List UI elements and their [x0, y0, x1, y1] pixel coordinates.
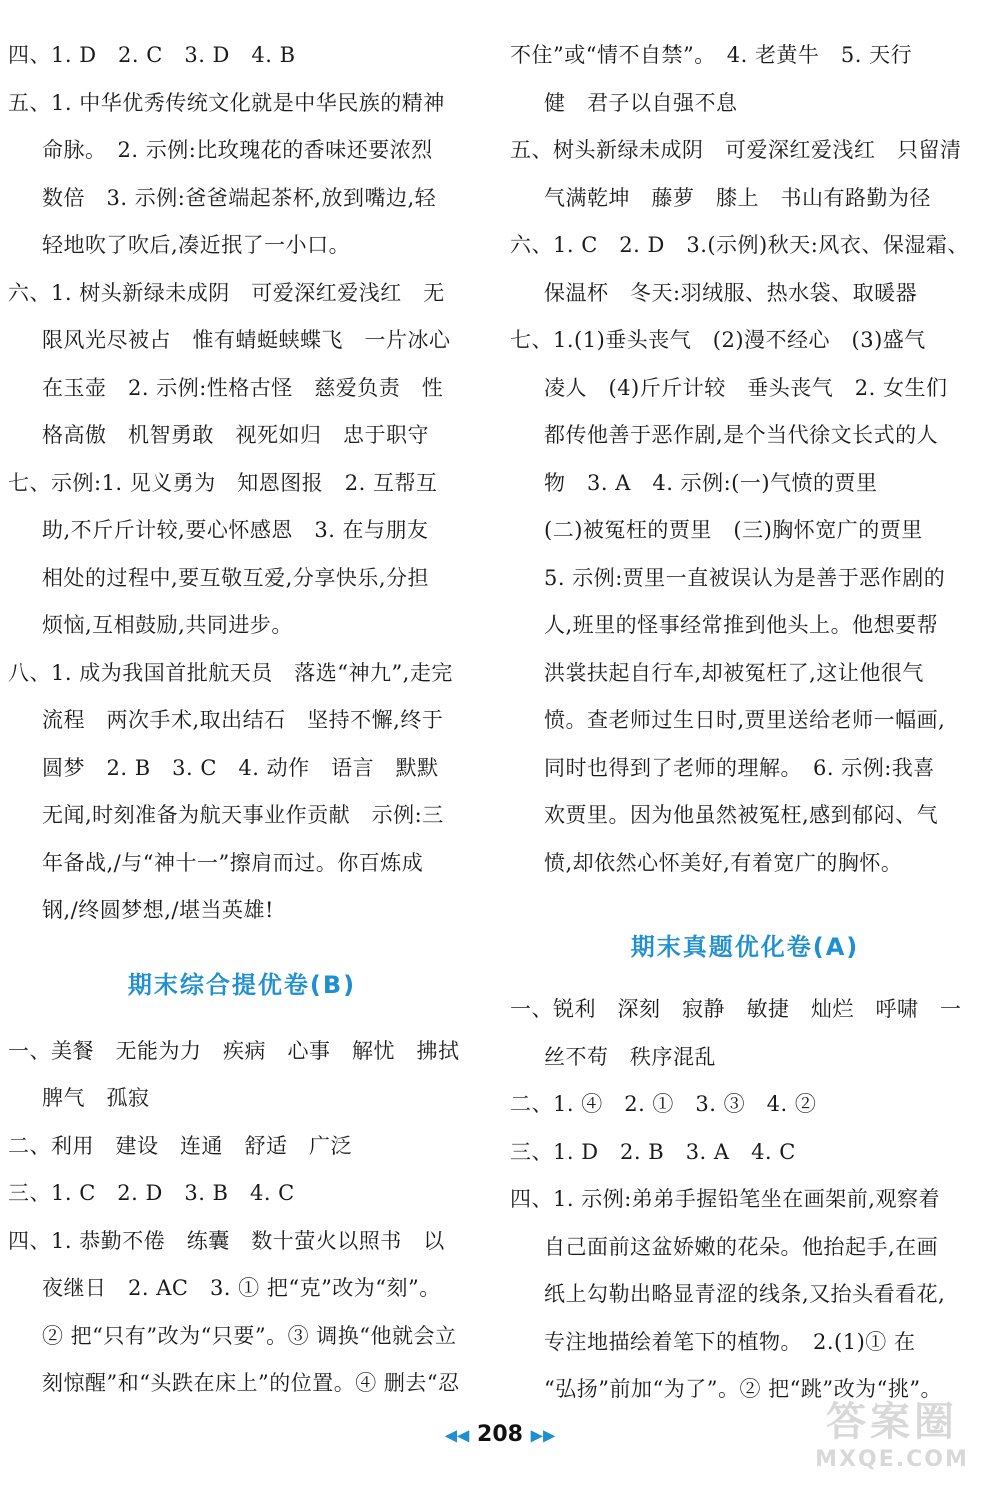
- prev-arrows-icon: ◀◀: [444, 1425, 470, 1445]
- answer-line: 无闻,时刻准备为航天事业作贡献 示例:三: [42, 803, 444, 827]
- left-items-after: [8, 1028, 476, 1408]
- answer-line: 刻惊醒”和“头跌在床上”的位置。④ 删去“忍: [42, 1371, 460, 1395]
- watermark-logo: [802, 1390, 982, 1478]
- answer-line: 二、利用 建设 连通 舒适 广泛: [8, 1133, 352, 1158]
- answer-item: [8, 650, 476, 935]
- answer-line: 夜继日 2. AC 3. ① 把“克”改为“刻”。: [42, 1276, 441, 1300]
- answer-line: 限风光尽被占 惟有蜻蜓蛱蝶飞 一片冰心: [42, 328, 451, 352]
- answer-line: 不住”或“情不自禁”。 4. 老黄牛 5. 天行: [510, 43, 913, 67]
- answer-line: 助,不斤斤计较,要心怀感恩 3. 在与朋友: [42, 518, 429, 542]
- answer-line: 三、1. C 2. D 3. B 4. C: [8, 1181, 295, 1205]
- answer-line: 保温杯 冬天:羽绒服、热水袋、取暖器: [544, 280, 918, 305]
- section-title-b: 期末综合提优卷(B): [127, 970, 357, 999]
- answer-line: 凌人 (4)斤斤计较 垂头丧气 2. 女生们: [544, 375, 948, 400]
- answer-line: 愤,却依然心怀美好,有着宽广的胸怀。: [544, 850, 903, 875]
- answer-item: [8, 1028, 476, 1123]
- answer-line: “弘扬”前加“为了”。② 把“跳”改为“挑”。: [544, 1377, 943, 1401]
- answer-line: 物 3. A 4. 示例:(一)气愤的贾里: [544, 470, 878, 495]
- answer-line: 四、1. 示例:弟弟手握铅笔坐在画架前,观察着: [510, 1187, 940, 1211]
- right-items-before: [510, 32, 980, 887]
- page-number: 208: [477, 1422, 523, 1447]
- answer-line: 气满乾坤 藤萝 膝上 书山有路勤为径: [544, 185, 931, 210]
- answer-line: 七、1.(1)垂头丧气 (2)漫不经心 (3)盛气: [510, 328, 926, 352]
- answer-line: 相处的过程中,要互敬互爱,分享快乐,分担: [42, 565, 430, 590]
- answer-line: 四、1. 恭勤不倦 练囊 数十萤火以照书 以: [8, 1228, 445, 1253]
- answer-line: 格高傲 机智勇敢 视死如归 忠于职守: [42, 423, 429, 447]
- answer-line: 人,班里的怪事经常推到他头上。他想要帮: [544, 613, 939, 637]
- answer-line: 二、1. ④ 2. ① 3. ③ 4. ②: [510, 1092, 817, 1116]
- answer-line: 钢,/终圆梦想,/堪当英雄!: [42, 898, 274, 922]
- answer-line: ② 把“只有”改为“只要”。③ 调换“他就会立: [42, 1323, 457, 1348]
- answer-item: [510, 32, 980, 127]
- answer-line: 欢贾里。因为他虽然被冤枉,感到郁闷、气: [544, 803, 939, 827]
- answer-item: [8, 1170, 476, 1218]
- answer-line: 都传他善于恶作剧,是个当代徐文长式的人: [544, 423, 939, 447]
- answer-line: 圆梦 2. B 3. C 4. 动作 语言 默默: [42, 755, 439, 780]
- answer-line: 一、美餐 无能为力 疾病 心事 解忧 拂拭: [8, 1038, 460, 1063]
- answer-line: 一、锐利 深刻 寂静 敏捷 灿烂 呼啸 一: [510, 997, 962, 1021]
- answer-item: [510, 1081, 980, 1129]
- answer-line: 八、1. 成为我国首批航天员 落选“神九”,走完: [8, 660, 453, 685]
- answer-line: 脾气 孤寂: [42, 1086, 150, 1110]
- answer-line: 流程 两次手术,取出结石 坚持不懈,终于: [42, 708, 444, 732]
- answer-item: [510, 1129, 980, 1177]
- answer-line: 轻地吹了吹后,凑近抿了一小口。: [42, 233, 351, 257]
- watermark-bottom: MXQE.COM: [815, 1447, 969, 1472]
- answer-item: [8, 80, 476, 270]
- answer-line: 五、1. 中华优秀传统文化就是中华民族的精神: [8, 90, 445, 115]
- answer-line: 年备战,/与“神十一”擦肩而过。你百炼成: [42, 850, 424, 875]
- watermark-top: 答案圈: [826, 1399, 958, 1445]
- next-arrows-icon: ▶▶: [530, 1425, 556, 1445]
- right-column: [510, 32, 980, 1414]
- answer-item: [8, 270, 476, 460]
- answer-item: [510, 986, 980, 1081]
- answer-line: 同时也得到了老师的理解。 6. 示例:我喜: [544, 755, 935, 780]
- left-column: [8, 32, 476, 1408]
- answer-line: 丝不苟 秩序混乱: [544, 1044, 716, 1069]
- section-title-a: 期末真题优化卷(A): [630, 933, 860, 961]
- answer-item: [510, 127, 980, 222]
- answer-item: [510, 222, 980, 317]
- answer-line: 四、1. D 2. C 3. D 4. B: [8, 43, 296, 67]
- answer-item: [8, 1123, 476, 1171]
- right-items-after: [510, 986, 980, 1414]
- answer-line: 三、1. D 2. B 3. A 4. C: [510, 1139, 796, 1164]
- answer-item: [510, 317, 980, 887]
- answer-item: [8, 1218, 476, 1408]
- answer-line: 六、1. 树头新绿未成阴 可爱深红爱浅红 无: [8, 280, 445, 305]
- answer-line: 5. 示例:贾里一直被误认为是善于恶作剧的: [544, 565, 946, 590]
- answer-item: [510, 1176, 980, 1414]
- answer-line: 洪裳扶起自行车,却被冤枉了,这让他很气: [544, 660, 924, 685]
- answer-item: [8, 32, 476, 80]
- answer-line: 数倍 3. 示例:爸爸端起茶杯,放到嘴边,轻: [42, 185, 437, 210]
- answer-line: 专注地描绘着笔下的植物。 2.(1)① 在: [544, 1329, 916, 1354]
- answer-line: 在玉壶 2. 示例:性格古怪 慈爱负责 性: [42, 375, 444, 400]
- answer-line: 七、示例:1. 见义勇为 知恩图报 2. 互帮互: [8, 470, 438, 495]
- answer-line: 纸上勾勒出略显青涩的线条,又抬头看看花,: [544, 1282, 946, 1306]
- answer-line: 五、树头新绿未成阴 可爱深红爱浅红 只留清: [510, 138, 962, 162]
- answer-line: 健 君子以自强不息: [544, 90, 738, 115]
- left-items-before: [8, 32, 476, 935]
- answer-line: 自己面前这盆娇嫩的花朵。他抬起手,在画: [544, 1234, 939, 1259]
- answer-item: [8, 460, 476, 650]
- answer-line: (二)被冤枉的贾里 (三)胸怀宽广的贾里: [544, 518, 923, 542]
- answer-line: 六、1. C 2. D 3.(示例)秋天:风衣、保湿霜、: [510, 233, 969, 257]
- answer-line: 愤。查老师过生日时,贾里送给老师一幅画,: [544, 708, 946, 732]
- answer-line: 命脉。 2. 示例:比玫瑰花的香味还要浓烈: [42, 138, 433, 162]
- answer-line: 烦恼,互相鼓励,共同进步。: [42, 613, 293, 637]
